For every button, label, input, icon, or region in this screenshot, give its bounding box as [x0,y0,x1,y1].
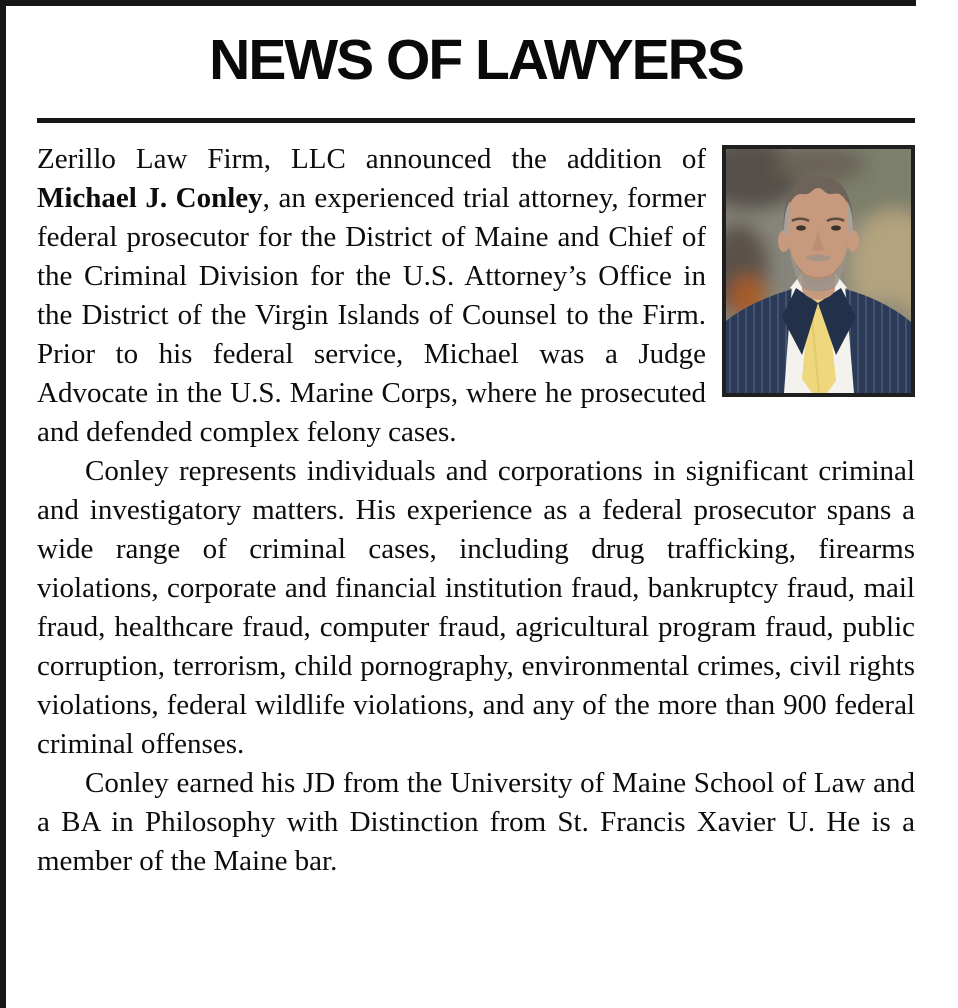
frame-border-left [0,0,6,1008]
newsletter-column [37,0,915,881]
attorney-name: Michael J. Conley [37,182,263,214]
paragraph-3: Conley earned his JD from the University of Maine School of Law and a BA in Philosophy with Distinction from St. Francis Xavier U. He is a member of the Maine bar. [37,767,915,877]
attorney-portrait-image [726,149,911,393]
paragraph-1-rest: , an experienced trial attorney, former federal prosecutor for the District of Maine and Chief of the Criminal Division for the U.S. Attorney’s Office in the District of the Virgin Islands of Counsel to the Firm. Prior to his federal service, Michael was a Judge Advocate in the U.S. Marine Corps, where he prosecuted and defended complex felony cases. [37,182,706,448]
paragraph-2: Conley represents individuals and corporations in significant criminal and investigatory matters. His experience as a federal prosecutor spans a wide range of criminal cases, including drug trafficking, firearms violations, corporate and financial institution fraud, bankruptcy fraud, mail fraud, healthcare fraud, computer fraud, agricultural program fraud, public corruption, terrorism, child pornography, environmental crimes, civil rights violations, federal wildlife violations, and any of the more than 900 federal criminal offenses. [37,455,915,760]
paragraph-1-lead: Zerillo Law Firm, LLC announced the addition of [37,143,706,175]
title-rule [37,118,915,123]
article-body [37,140,915,881]
attorney-photo [722,145,915,397]
page-title: NEWS OF LAWYERS [209,28,743,92]
